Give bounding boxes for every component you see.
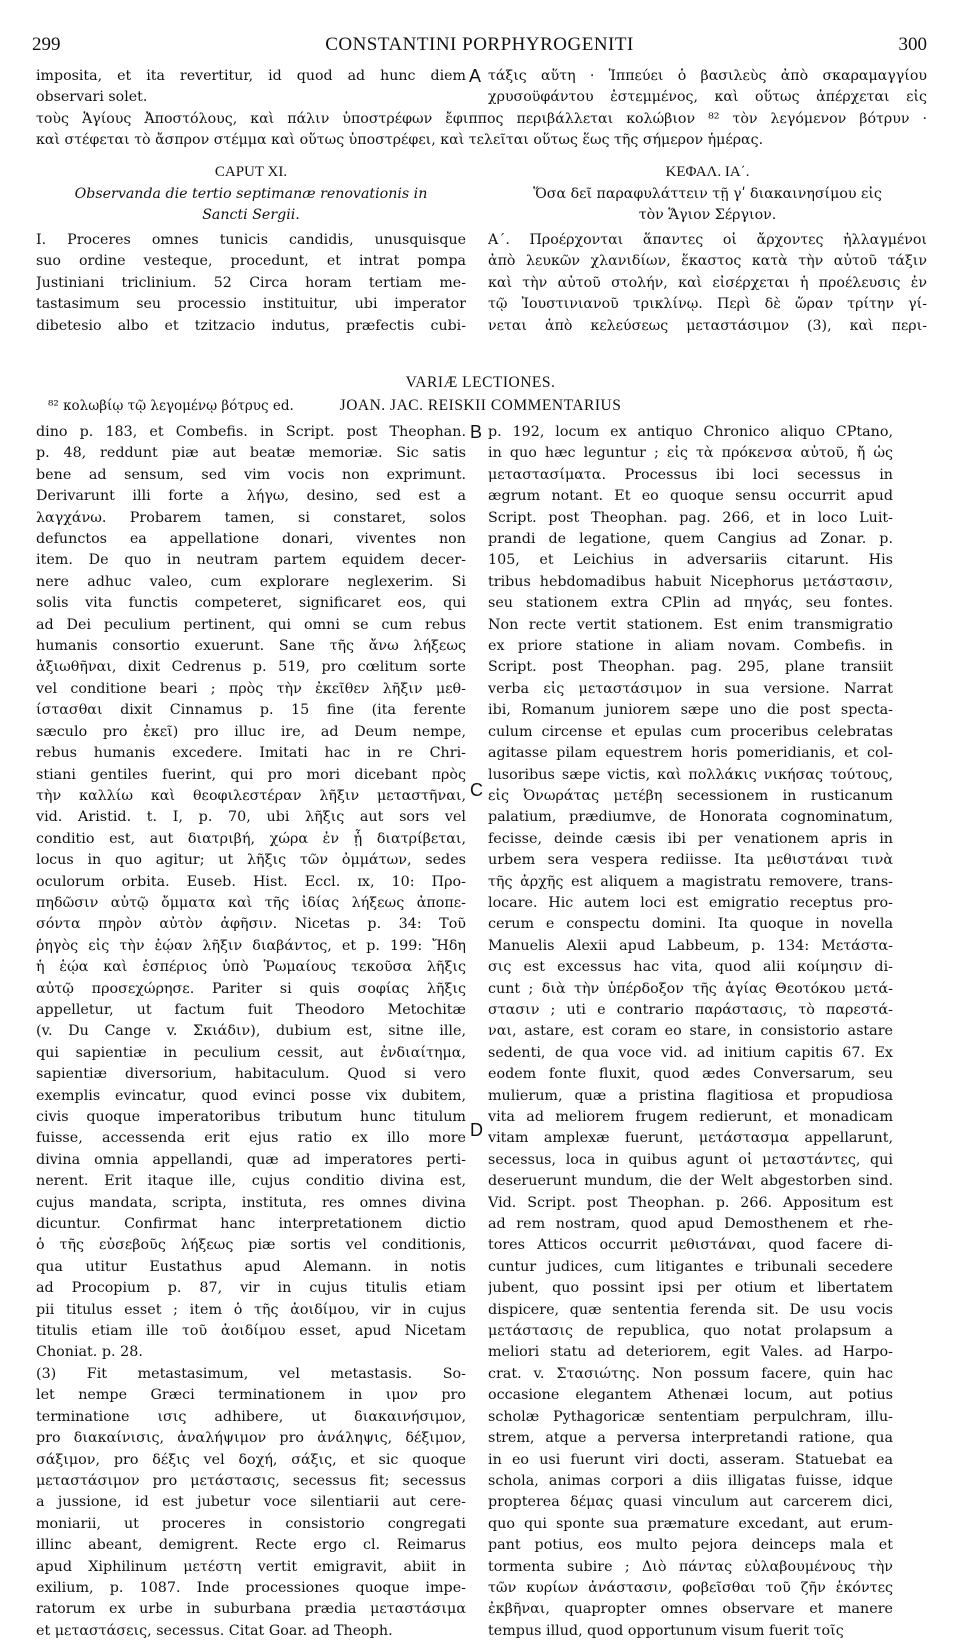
commentary-line: Non recte vertit stationem. Est enim transmigratio xyxy=(488,616,893,633)
commentary-line: crat. v. Στασιώτης. Non possum facere, quin hac xyxy=(488,1365,893,1382)
commentary-line: sedenti, de qua voce vid. ad initium capitis 67. Ex xyxy=(488,1044,893,1061)
commentary-line: τὴν καλλίω καὶ θεοφιλεστέραν λῆξιν μεταστῆναι, xyxy=(36,787,466,804)
commentary-line: ad rem nostram, quod apud Demosthenem et rhe- xyxy=(488,1216,893,1233)
commentary-line: Derivarunt illi forte a λήγω, desino, sed est a xyxy=(36,488,466,505)
commentary-line: conditio est, aut διατριβή, χώρα ἐν ᾗ διατρίβεται, xyxy=(36,830,466,847)
commentary-line: cerum e conspectu domini. Ita quoque in novella xyxy=(488,916,893,933)
running-header xyxy=(32,34,927,56)
commentary-line: nerent. Erit itaque ille, cujus conditio divina est, xyxy=(36,1173,466,1190)
commentary-line: jubent, quo possint ipsi per otium et libertatem xyxy=(488,1280,893,1297)
commentary-line: quo qui sponte sua præmature excedant, aut erum- xyxy=(488,1515,893,1532)
commentary-line: apud Xiphilinum μετέστη vertit emigravit, abiit in xyxy=(36,1558,466,1575)
commentary-line: vel conditione beari ; πρὸς τὴν ἐκεῖθεν λῆξιν μεθ- xyxy=(36,680,466,697)
heading-line: τὸν Ἅγιον Σέργιον. xyxy=(638,207,777,223)
commentary-line: oculorum orbita. Euseb. Hist. Eccl. ɪx, 10: Προ- xyxy=(36,873,466,890)
commentary-line: εἰς Ὀνωράτας μετέβη secessionem in rusticanum xyxy=(488,787,893,804)
commentary-line: tempus illud, quod opportunum visum fuerit τοῖς xyxy=(488,1622,844,1639)
commentary-line: mulierum, quæ a pristina flagitiosa et propudiosa xyxy=(488,1087,893,1104)
commentary-line: strem, atque a perversa interpretandi ratione, qua xyxy=(488,1430,893,1447)
commentary-line: secessus, loca in quibus agunt οἱ μεταστάντες, qui xyxy=(488,1151,893,1168)
commentary-line: divina omnia appellandi, quæ ad imperatores perti- xyxy=(36,1151,466,1168)
text-line: ἀπὸ λευκῶν χλανιδίων, ἕκαστος κατὰ τὴν αὐτοῦ τάξιν xyxy=(488,253,927,270)
commentary-line: σόντα πηρὸν αὐτὸν ἀφῆσιν. Nicetas p. 34: Τοῦ xyxy=(36,916,466,933)
commentary-line: αὐτῷ προσεχώρησε. Pariter si quis σοφίας λῆξις xyxy=(36,980,466,997)
commentary-line: tribus hebdomadibus habuit Nicephorus μετάστασιν, xyxy=(488,573,893,590)
text-line: τοὺς Ἁγίους Ἀποστόλους, καὶ πάλιν ὑποστρέφων ἔφιππος περιβάλλεται κολώβιον ⁸² τὸν λεγόμενον βότρυν · xyxy=(36,111,927,127)
commentary-line: prandi de legatione, quem Cangius ad Zonar. p. xyxy=(488,531,893,548)
commentary-line: lusoribus sæpe victis, καὶ πολλάκις νικήσας τούτους, xyxy=(488,766,893,783)
commentary-line: cujus mandata, scripta, instituta, res omnes divina xyxy=(36,1194,466,1211)
section-heading-greek xyxy=(488,184,927,226)
commentary-line: exemplis evincatur, quod evinci posse vix dubitem, xyxy=(36,1087,466,1104)
chapter-heading-greek: ΚΕΦΑΛ. ΙΑ΄. xyxy=(665,164,750,180)
commentary-line: dispicere, quæ sententia ferenda sit. De usu vocis xyxy=(488,1301,893,1318)
commentary-line: qui sapientiæ in peculium cessit, aut ἐνδιαίτημα, xyxy=(36,1044,466,1061)
commentary-line: dicuntur. Confirmat hanc interpretationem dictio xyxy=(36,1216,466,1233)
intro-greek-full xyxy=(36,109,927,152)
commentary-line: tores Atticos occurrit μεθιστάναι, quod facere di- xyxy=(488,1237,893,1254)
paragraph-latin xyxy=(36,230,466,337)
commentary-line: humanis consortio exuerunt. Sane τῆς ἄνω λήξεως xyxy=(36,638,466,655)
commentary-line: in quo hæc leguntur ; εἰς τὰ πρόκενσα αὐτοῦ, ἤ ὡς xyxy=(488,445,893,462)
heading-line: Sancti Sergii. xyxy=(202,207,300,223)
commentary-line: (v. Du Cange v. Σκιάδιν), dubium est, sitne ille, xyxy=(36,1023,466,1040)
text-line: imposita, et ita revertitur, id quod ad hunc diem xyxy=(36,68,466,84)
intro-latin xyxy=(36,66,466,109)
commentary-line: στασιν ; uti e contrario παράστασις, τὸ παρεστά- xyxy=(488,1001,893,1018)
commentary-line: πηδῶσιν αὐτῷ ὄμματα καὶ τῆς ἰδίας λήξεως ἀποπε- xyxy=(36,894,466,911)
commentary-line: tormenta subire ; Διὸ πάντας εὐλαβουμένους τὴν xyxy=(488,1558,893,1575)
commentary-line: rebus humanis excedere. Imitati hac in re Chri- xyxy=(36,745,466,762)
commentary-line: ad Dei peculium pertinent, qui omni se cum rebus xyxy=(36,616,466,633)
commentary-line: verba εἰς μεταστάσιμον in sua versione. Narrat xyxy=(488,680,893,697)
commentary-line: cunt ; διὰ τὴν ὑπέρδοξον τῆς ἁγίας Θεοτόκου μετά- xyxy=(488,980,893,997)
commentary-line: sæculo pro ἐκεῖ) pro illuc ire, ad Deum nempe, xyxy=(36,723,466,740)
commentary-line: p. 48, reddunt piæ aut beatæ memoriæ. Sic satis xyxy=(36,445,466,462)
text-line: τάξις αὕτη · Ἱππεύει ὁ βασιλεὺς ἀπὸ σκαραμαγγίου xyxy=(488,68,927,84)
commentary-line: ῥηγὸς εἰς τὴν ἑῴαν λῆξιν διαβάντος, et p. 199: Ἤδη xyxy=(36,937,466,954)
commentary-line: μετάστασις de republica, quo notat prolapsum a xyxy=(488,1323,893,1340)
commentary-line: Script. post Theophan. pag. 295, plane transiit xyxy=(488,659,893,676)
commentary-line: σις est excessus hac vita, quod alii κοίμησιν di- xyxy=(488,959,893,976)
text-line: νεται ἀπὸ κελεύσεως μεταστάσιμον (3), καὶ περι- xyxy=(488,317,927,334)
commentary-line: locus in quo agitur; ut λῆξις τῶν ὀμμάτων, sedes xyxy=(36,852,466,869)
commentary-line: μεταστάσιμον pro μετάστασις, secessus fit; secessus xyxy=(36,1472,466,1489)
margin-marker-b: B xyxy=(470,422,483,442)
text-line: suo ordine vesteque, procedunt, et intrat pompa xyxy=(36,253,466,270)
text-line: dibetesio albo et tzitzacio indutus, præfectis cubi- xyxy=(36,317,466,334)
text-line: τῷ Ἰουστινιανοῦ τρικλίνῳ. Περὶ δὲ ὥραν τρίτην γί- xyxy=(488,296,927,313)
commentary-line: exilium, p. 1087. Inde processiones quoque impe- xyxy=(36,1579,466,1596)
page-number-right: 300 xyxy=(898,34,927,55)
text-line: tastasimum seu processio instituitur, ubi imperator xyxy=(36,296,466,313)
commentary-line: moniarii, ut proceres in consistorio congregati xyxy=(36,1515,466,1532)
commentary-column-right xyxy=(488,422,893,1642)
commentary-line: et μεταστάσεις, secessus. Citat Goar. ad Theoph. xyxy=(36,1622,393,1639)
commentary-line: ίστασθαι dixit Cinnamus p. 15 fine (ita ferente xyxy=(36,702,466,719)
commentary-line: ad Procopium p. 87, vir in cujus titulis etiam xyxy=(36,1280,466,1297)
margin-marker-a: A xyxy=(469,66,482,86)
commentary-line: pii titulus esset ; item ὁ τῆς ἀοιδίμου, vir in cujus xyxy=(36,1301,466,1318)
text-line: Α΄. Προέρχονται ἅπαντες οἱ ἄρχοντες ἠλλαγμένοι xyxy=(488,232,927,248)
commentary-line: a jussione, id est jubetur voce silentiarii aut cere- xyxy=(36,1494,466,1511)
commentary-line: titulis etiam ille τοῦ ἀοιδίμου esset, apud Nicetam xyxy=(36,1323,466,1340)
commentary-line: occasione elegantem Athenæi locum, aut potius xyxy=(488,1387,893,1404)
commentary-line: dino p. 183, et Combefis. in Script. post Theophan. xyxy=(36,424,466,440)
commentary-line: fecisse, deinde cæsis ibi per venationem apris in xyxy=(488,830,893,847)
commentary-line: let nempe Græci terminationem in ιμον pro xyxy=(36,1387,466,1404)
intro-greek xyxy=(488,66,927,109)
text-line: Justiniani triclinium. 52 Circa horam tertiam me- xyxy=(36,274,466,291)
commentary-line: 105, et Leichius in adversariis citarunt. His xyxy=(488,552,893,569)
heading-line: Observanda die tertio septimanæ renovationis in xyxy=(74,186,428,202)
commentary-line: Choniat. p. 28. xyxy=(36,1344,143,1361)
commentary-line: ex priore statione in aliam novam. Combefis. in xyxy=(488,638,893,655)
commentary-title: JOAN. JAC. REISKII COMMENTARIUS xyxy=(339,397,622,414)
commentary-column-left xyxy=(36,422,466,1642)
commentary-line: defunctos ea appellatione donari, viventes non xyxy=(36,531,466,548)
section-heading-latin xyxy=(36,184,466,226)
running-title: CONSTANTINI PORPHYROGENITI xyxy=(325,34,634,55)
paragraph-greek xyxy=(488,230,927,337)
text-line: observari solet. xyxy=(36,89,148,106)
commentary-line: cuntur judices, cum litigantes e tribunali secedere xyxy=(488,1258,893,1275)
commentary-line: τῆς ἀρχῆς est aliquem a magistratu removere, trans- xyxy=(488,873,893,890)
commentary-line: ὁ τῆς εὐσεβοῦς λήξεως piæ sortis vel conditionis, xyxy=(36,1237,466,1254)
text-line: καὶ στέφεται τὸ ἄσπρον στέμμα καὶ οὕτως ὑποστρέφει, καὶ τελεῖται οὕτως ἕως τῆς σήμερον ἡμέρας. xyxy=(36,132,764,149)
commentary-line: Script. post Theophan. pag. 266, et in loco Luit- xyxy=(488,509,893,526)
heading-line: Ὅσα δεῖ παραφυλάττειν τῇ γʹ διακαινησίμου εἰς xyxy=(533,186,882,202)
commentary-line: vitam amplexæ fuerunt, μετάστασμα appellarunt, xyxy=(488,1130,893,1147)
commentary-line: sapientiæ diversorium, habitaculum. Quod si vero xyxy=(36,1066,466,1083)
commentary-line: nere adhuc valeo, cum explorare neglexerim. Si xyxy=(36,573,466,590)
commentary-line: pant potius, eos multo pejora deinceps mala et xyxy=(488,1537,893,1554)
margin-marker-d: D xyxy=(470,1120,483,1140)
commentary-line: ναι, astare, est coram eo stare, in consistorio astare xyxy=(488,1023,893,1040)
commentary-line: propterea δέμας quasi vinculum aut carcerem dici, xyxy=(488,1494,893,1511)
commentary-line: τῶν κυρίων ἀνάστασιν, φοβεῖσθαι τοῦ ζῆν ἑκόντες xyxy=(488,1579,893,1596)
commentary-line: vid. Aristid. t. I, p. 70, ubi λῆξις aut sors vel xyxy=(36,809,466,826)
commentary-line: ratorum ex urbe in suburbana prædia μεταστάσιμα xyxy=(36,1601,466,1618)
chapter-heading-latin: CAPUT XI. xyxy=(214,164,288,180)
commentary-line: eodem fonte fluxit, quod ædes Conversarum, seu xyxy=(488,1066,893,1083)
text-line: χρυσοϋφάντου ἐστεμμένος, καὶ οὕτως ἀπέρχεται εἰς xyxy=(488,89,927,106)
page-number-left: 299 xyxy=(32,34,61,55)
commentary-line: pro διακαίνισις, ἀναλήψιμον pro ἀνάληψις, δέξιμον, xyxy=(36,1430,466,1447)
commentary-line: ibi, Romanum juniorem sæpe uno die post specta- xyxy=(488,702,893,719)
commentary-line: fuisse, accessenda erit ejus ratio ex illo more xyxy=(36,1130,466,1147)
commentary-line: locare. Hic autem loci est emigratio receptus pro- xyxy=(488,894,893,911)
commentary-line: culum circense et epulas cum proceribus celebratas xyxy=(488,723,893,740)
commentary-line: p. 192, locum ex antiquo Chronico aliquo CPtano, xyxy=(488,424,893,440)
commentary-line: Manuelis Alexii apud Labbeum, p. 134: Μετάστα- xyxy=(488,937,893,954)
commentary-line: vita ad meliorem frugem redierunt, et monadicam xyxy=(488,1109,893,1125)
margin-marker-c: C xyxy=(470,780,483,800)
commentary-line: palatium, prædiumve, de Honorata cognominatum, xyxy=(488,809,893,826)
text-line: καὶ τὴν αὐτοῦ στολήν, καὶ εἰσέρχεται ἡ προέλευσις ἐν xyxy=(488,274,927,291)
commentary-line: civis quoque imperatoribus tributum hunc titulum xyxy=(36,1109,466,1125)
commentary-line: urbem sera vespera rediisse. Ita μεθιστάναι τινὰ xyxy=(488,852,893,869)
commentary-line: terminatione ισις adhibere, ut διακαινήσιμον, xyxy=(36,1408,466,1425)
commentary-line: stiani gentiles fuerint, qui pro mori dicebant πρὸς xyxy=(36,766,466,783)
text-line: I. Proceres omnes tunicis candidis, unusquisque xyxy=(36,232,466,248)
commentary-line: solis vita functis competeret, significaret eos, qui xyxy=(36,595,466,612)
commentary-line: ἡ ἑῴα καὶ ἑσπέριος ὑπὸ Ῥωμαίους τεκοῦσα λῆξις xyxy=(36,959,466,976)
commentary-line: ἀξιωθῆναι, dixit Cedrenus p. 519, pro cœlitum sorte xyxy=(36,659,466,676)
commentary-line: ἐκβῆναι, quapropter omnes observare et manere xyxy=(488,1601,893,1618)
commentary-line: bene ad sensum, sed vim vocis non exprimunt. xyxy=(36,466,466,483)
commentary-line: in eo usi fuerunt viri docti, asseram. Statuebat ea xyxy=(488,1451,893,1468)
commentary-line: illinc abeant, demigrent. Recte ergo cl. Reimarus xyxy=(36,1537,466,1554)
commentary-line: deseruerunt mundum, die der Welt abgestorben sind. xyxy=(488,1173,893,1190)
commentary-line: appelletur, ut factum fuit Theodoro Metochitæ xyxy=(36,1001,466,1018)
commentary-line: Vid. Script. post Theophan. p. 266. Appositum est xyxy=(488,1194,893,1211)
commentary-line: ægrum notant. Et eo quoque sensu occurrit apud xyxy=(488,488,893,505)
commentary-line: scholæ Pythagoricæ sententiam perpulchram, illu- xyxy=(488,1408,893,1425)
commentary-line: meliori statu ad deteriorem, egit Vales. ad Harpo- xyxy=(488,1344,893,1361)
commentary-line: agitasse pilam equestrem horis pomeridianis, et col- xyxy=(488,745,893,762)
commentary-line: λαγχάνω. Probarem tamen, si constaret, solos xyxy=(36,509,466,526)
commentary-line: item. De quo in neutram partem equidem decer- xyxy=(36,552,466,569)
commentary-line: seu stationem extra CPlin ad πηγάς, seu fontes. xyxy=(488,595,893,612)
commentary-line: σάξιμον, pro δέξις vel δοχή, σάξις, et sic quoque xyxy=(36,1451,466,1468)
variant-note: ⁸² κολωβίῳ τῷ λεγομένῳ βότρυς ed. xyxy=(48,398,294,414)
commentary-line: schola, animas corpori a diis illigatas fuisse, idque xyxy=(488,1472,893,1489)
variae-lectiones-title: VARIÆ LECTIONES. xyxy=(405,374,556,391)
commentary-line: (3) Fit metastasimum, vel metastasis. So- xyxy=(36,1365,466,1382)
commentary-line: μεταστασίματα. Processus ibi loci secessus in xyxy=(488,466,893,483)
commentary-line: qua utitur Eustathus apud Alemann. in notis xyxy=(36,1258,466,1275)
